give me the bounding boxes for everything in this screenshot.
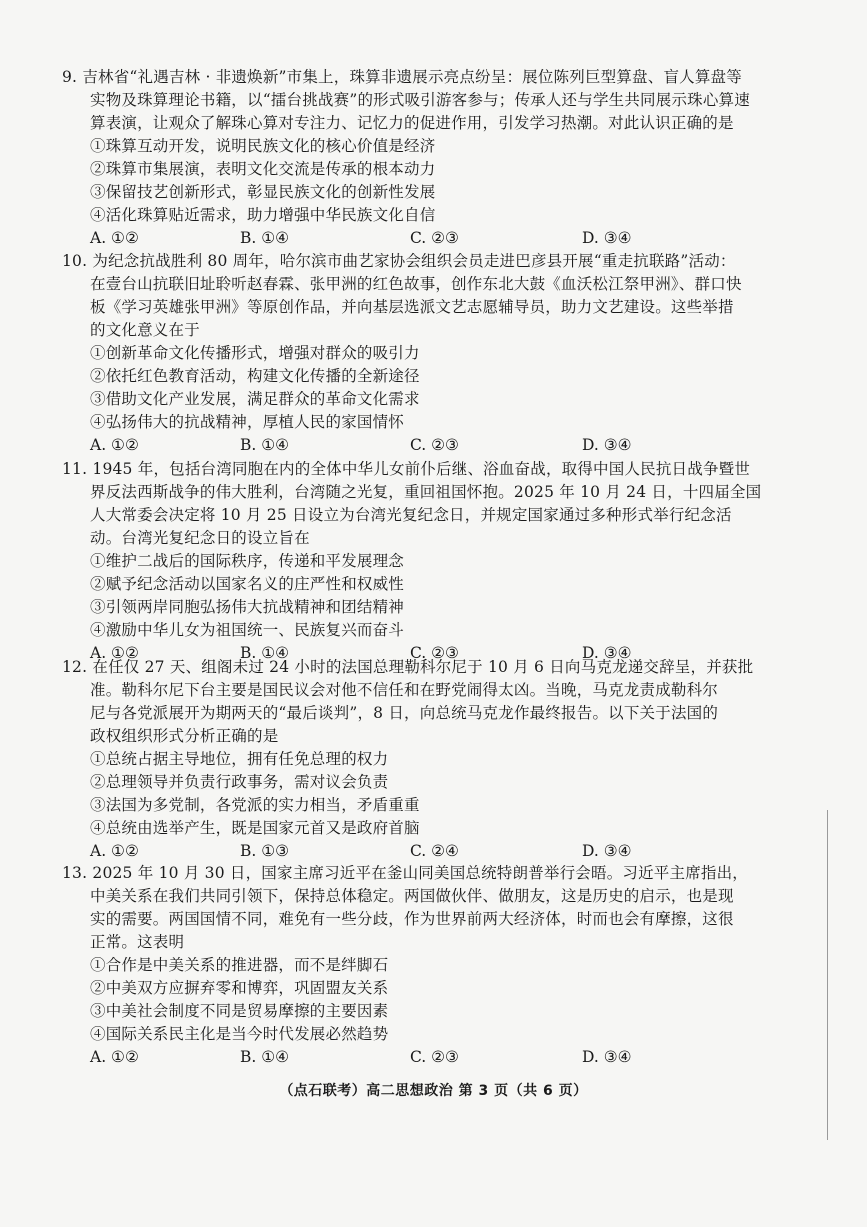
option-statement: ①合作是中美关系的推进器，而不是绊脚石 bbox=[90, 956, 389, 974]
question-stem-line: 界反法西斯战争的伟大胜利，台湾随之光复，重回祖国怀抱。2025 年 10 月 24 日，十四届全国 bbox=[90, 483, 762, 501]
choice-a[interactable]: A. ①② bbox=[90, 1048, 139, 1066]
choice-d[interactable]: D. ③④ bbox=[582, 1048, 632, 1066]
question-9 bbox=[62, 66, 814, 250]
question-stem-line: 10. 为纪念抗战胜利 80 周年，哈尔滨市曲艺家协会组织会员走进巴彦县开展“重走抗联路”活动： bbox=[62, 252, 736, 270]
option-statement: ②中美双方应摒弃零和博弈，巩固盟友关系 bbox=[90, 979, 389, 997]
option-statement: ①创新革命文化传播形式，增强对群众的吸引力 bbox=[90, 344, 420, 362]
option-statement: ③中美社会制度不同是贸易摩擦的主要因素 bbox=[90, 1002, 389, 1020]
choice-c[interactable]: C. ②③ bbox=[410, 436, 459, 454]
question-stem-line: 准。勒科尔尼下台主要是国民议会对他不信任和在野党闹得太凶。当晚，马克龙责成勒科尔 bbox=[90, 681, 719, 699]
choice-b[interactable]: B. ①④ bbox=[240, 1048, 290, 1066]
option-statement: ①维护二战后的国际秩序，传递和平发展理念 bbox=[90, 552, 405, 570]
choice-a[interactable]: A. ①② bbox=[90, 842, 139, 860]
choice-a[interactable]: A. ①② bbox=[90, 229, 139, 247]
question-stem-line: 实的需要。两国国情不同，难免有一些分歧，作为世界前两大经济体，时而也会有摩擦，这很 bbox=[90, 910, 734, 928]
answer-choices bbox=[62, 434, 814, 457]
choice-c[interactable]: C. ②③ bbox=[410, 229, 459, 247]
question-stem-line: 中美关系在我们共同引领下，保持总体稳定。两国做伙伴、做朋友，这是历史的启示，也是现 bbox=[90, 887, 734, 905]
option-statement: ①总统占据主导地位，拥有任免总理的权力 bbox=[90, 750, 389, 768]
answer-choices bbox=[62, 840, 814, 863]
option-statement: ②总理领导并负责行政事务，需对议会负责 bbox=[90, 773, 389, 791]
choice-a[interactable]: A. ①② bbox=[90, 644, 139, 662]
choice-c[interactable]: C. ②④ bbox=[410, 842, 459, 860]
question-stem-line: 尼与各党派展开为期两天的“最后谈判”，8 日，向总统马克龙作最终报告。以下关于法国的 bbox=[90, 704, 719, 722]
option-statement: ④活化珠算贴近需求，助力增强中华民族文化自信 bbox=[90, 206, 436, 224]
question-stem-line: 在壹台山抗联旧址聆听赵春霖、张甲洲的红色故事，创作东北大鼓《血沃松江祭甲洲》、群口快 bbox=[90, 275, 742, 293]
option-statement: ①珠算互动开发，说明民族文化的核心价值是经济 bbox=[90, 137, 436, 155]
choice-d[interactable]: D. ③④ bbox=[582, 229, 632, 247]
option-statement: ③法国为多党制，各党派的实力相当，矛盾重重 bbox=[90, 796, 420, 814]
option-statement: ④总统由选举产生，既是国家元首又是政府首脑 bbox=[90, 819, 420, 837]
page-footer: （点石联考）高二思想政治 第 3 页（共 6 页） bbox=[279, 1083, 588, 1099]
option-statement: ④国际关系民主化是当今时代发展必然趋势 bbox=[90, 1025, 389, 1043]
choice-c[interactable]: C. ②③ bbox=[410, 1048, 459, 1066]
option-statement: ②依托红色教育活动，构建文化传播的全新途径 bbox=[90, 367, 420, 385]
option-statement: ③保留技艺创新形式，彰显民族文化的创新性发展 bbox=[90, 183, 436, 201]
option-statement: ③借助文化产业发展，满足群众的革命文化需求 bbox=[90, 390, 420, 408]
question-stem-line: 板《学习英雄张甲洲》等原创作品，并向基层选派文艺志愿辅导员，助力文艺建设。这些举措 bbox=[90, 298, 734, 316]
choice-b[interactable]: B. ①④ bbox=[240, 644, 290, 662]
choice-d[interactable]: D. ③④ bbox=[582, 644, 632, 662]
question-stem-line: 实物及珠算理论书籍，以“擂台挑战赛”的形式吸引游客参与；传承人还与学生共同展示珠心算速 bbox=[90, 91, 750, 109]
question-11 bbox=[62, 458, 814, 665]
choice-c[interactable]: C. ②③ bbox=[410, 644, 459, 662]
question-stem-line: 人大常委会决定将 10 月 25 日设立为台湾光复纪念日，并规定国家通过多种形式举行纪念活 bbox=[90, 506, 732, 524]
question-stem-line: 13. 2025 年 10 月 30 日，国家主席习近平在釜山同美国总统特朗普举行会晤。习近平主席指出， bbox=[62, 864, 749, 882]
option-statement: ④弘扬伟大的抗战精神，厚植人民的家国情怀 bbox=[90, 413, 405, 431]
question-stem-line: 政权组织形式分析正确的是 bbox=[90, 727, 279, 745]
choice-b[interactable]: B. ①④ bbox=[240, 436, 290, 454]
question-stem-line: 9. 吉林省“礼遇吉林 · 非遗焕新”市集上，珠算非遗展示亮点纷呈：展位陈列巨型算盘、盲人算盘等 bbox=[62, 68, 742, 86]
question-stem-line: 的文化意义在于 bbox=[90, 321, 200, 339]
question-stem-line: 正常。这表明 bbox=[90, 933, 185, 951]
question-stem-line: 算表演，让观众了解珠心算对专注力、记忆力的促进作用，引发学习热潮。对此认识正确的是 bbox=[90, 114, 734, 132]
choice-b[interactable]: B. ①④ bbox=[240, 229, 290, 247]
option-statement: ③引领两岸同胞弘扬伟大抗战精神和团结精神 bbox=[90, 598, 405, 616]
question-stem-line: 11. 1945 年，包括台湾同胞在内的全体中华儿女前仆后继、浴血奋战，取得中国人民抗日战争暨世 bbox=[62, 460, 751, 478]
answer-choices bbox=[62, 227, 814, 250]
choice-b[interactable]: B. ①③ bbox=[240, 842, 290, 860]
option-statement: ④激励中华儿女为祖国统一、民族复兴而奋斗 bbox=[90, 621, 405, 639]
question-stem-line: 12. 在任仅 27 天、组阁未过 24 小时的法国总理勒科尔尼于 10 月 6 日向马克龙递交辞呈，并获批 bbox=[62, 658, 754, 676]
choice-d[interactable]: D. ③④ bbox=[582, 842, 632, 860]
choice-a[interactable]: A. ①② bbox=[90, 436, 139, 454]
question-10 bbox=[62, 250, 814, 457]
question-13 bbox=[62, 862, 814, 1069]
question-stem-line: 动。台湾光复纪念日的设立旨在 bbox=[90, 529, 310, 547]
option-statement: ②赋予纪念活动以国家名义的庄严性和权威性 bbox=[90, 575, 405, 593]
question-12 bbox=[62, 656, 814, 863]
answer-choices bbox=[62, 1046, 814, 1069]
choice-d[interactable]: D. ③④ bbox=[582, 436, 632, 454]
option-statement: ②珠算市集展演，表明文化交流是传承的根本动力 bbox=[90, 160, 436, 178]
